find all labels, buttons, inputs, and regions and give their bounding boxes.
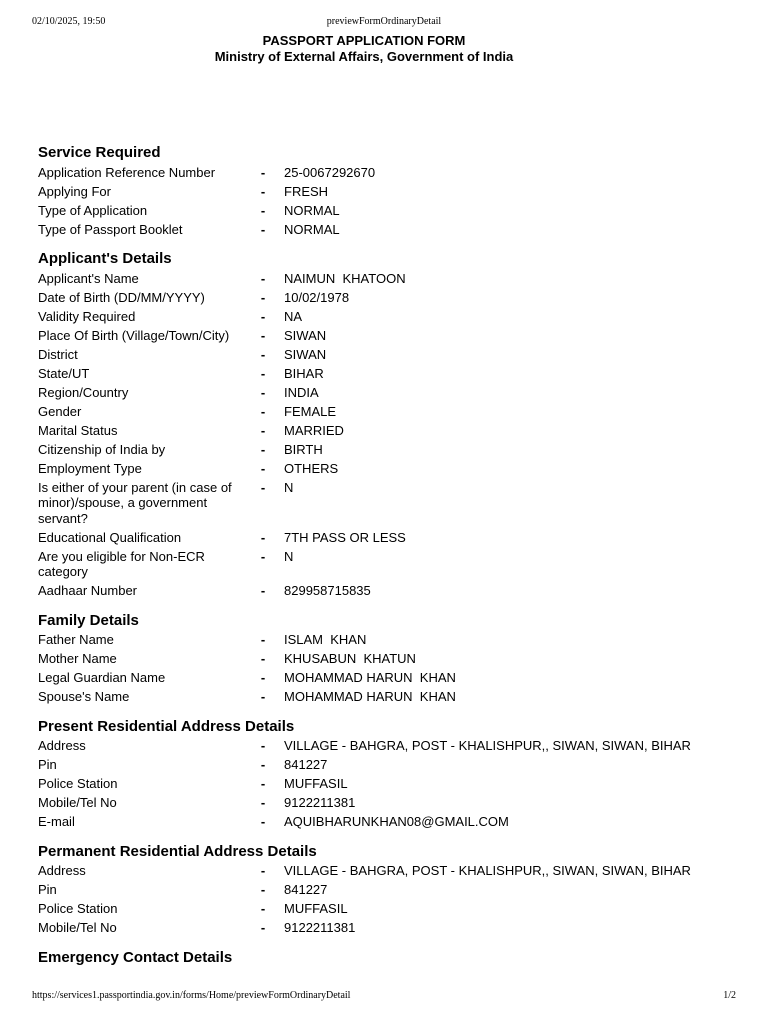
field-label: Application Reference Number <box>38 164 216 180</box>
field-row <box>38 163 738 182</box>
section-heading: Emergency Contact Details <box>38 948 233 966</box>
form-subtitle: Ministry of External Affairs, Government of India <box>214 49 514 64</box>
field-value: INDIA <box>284 384 319 400</box>
field-value: 829958715835 <box>284 583 371 598</box>
field-separator: - <box>260 814 266 829</box>
field-separator: - <box>260 346 266 362</box>
field-value: 7TH PASS OR LESS <box>284 529 406 545</box>
field-row <box>38 582 738 601</box>
field-label: Educational Qualification <box>38 529 182 545</box>
field-separator: - <box>260 882 266 897</box>
print-footer <box>32 990 736 1004</box>
field-row <box>38 775 738 794</box>
field-label: Employment Type <box>38 460 142 476</box>
field-value: MUFFASIL <box>284 901 348 916</box>
field-label: Police Station <box>38 901 118 916</box>
field-label: District <box>38 346 78 362</box>
field-value: SIWAN <box>284 346 327 362</box>
field-value: 841227 <box>284 882 328 897</box>
section-heading: Applicant's Details <box>38 250 172 267</box>
form-section <box>38 249 738 601</box>
field-separator: - <box>260 164 266 180</box>
print-header <box>32 16 736 30</box>
field-label: Mother Name <box>38 651 117 666</box>
field-label: Mobile/Tel No <box>38 920 117 935</box>
field-value: VILLAGE - BAHGRA, POST - KHALISHPUR,, SIWAN, SIWAN, BIHAR <box>284 863 691 878</box>
section-heading: Family Details <box>38 611 139 629</box>
field-label: Validity Required <box>38 308 136 324</box>
field-label: Pin <box>38 882 57 897</box>
field-separator: - <box>260 738 266 753</box>
field-row <box>38 669 738 688</box>
field-row <box>38 269 738 288</box>
field-value: OTHERS <box>284 460 339 476</box>
field-separator: - <box>260 795 266 810</box>
form-section <box>38 948 738 968</box>
field-separator: - <box>260 670 266 685</box>
field-label: Spouse's Name <box>38 689 130 704</box>
field-row <box>38 421 738 440</box>
field-label: State/UT <box>38 365 90 381</box>
field-label: Address <box>38 738 86 753</box>
field-label: Father Name <box>38 632 114 647</box>
field-row <box>38 528 738 547</box>
field-row <box>38 364 738 383</box>
field-separator: - <box>260 548 266 564</box>
field-separator: - <box>260 202 266 218</box>
field-separator: - <box>260 901 266 916</box>
field-value: NORMAL <box>284 202 340 218</box>
field-row <box>38 631 738 650</box>
field-row <box>38 919 738 938</box>
field-value: 9122211381 <box>284 795 356 810</box>
field-label: Are you eligible for Non-ECR category <box>38 548 205 579</box>
print-datetime: 02/10/2025, 19:50 <box>32 16 106 27</box>
field-value: 841227 <box>284 757 328 772</box>
section-heading: Service Required <box>38 144 161 161</box>
field-separator: - <box>260 632 266 647</box>
field-separator: - <box>260 308 266 324</box>
field-label: Marital Status <box>38 422 118 438</box>
field-value: MARRIED <box>284 422 344 438</box>
field-separator: - <box>260 403 266 419</box>
field-label: Applying For <box>38 183 111 199</box>
field-row <box>38 478 738 528</box>
field-value: NAIMUN KHATOON <box>284 270 406 286</box>
section-heading: Present Residential Address Details <box>38 717 295 735</box>
form-section <box>38 611 738 707</box>
field-row <box>38 547 738 582</box>
field-value: 10/02/1978 <box>284 289 350 305</box>
field-separator: - <box>260 422 266 438</box>
field-label: Pin <box>38 757 57 772</box>
field-value: N <box>284 479 294 495</box>
field-label: Applicant's Name <box>38 270 139 286</box>
form-details <box>38 143 738 968</box>
field-label: Gender <box>38 403 82 419</box>
field-value: ISLAM KHAN <box>284 632 367 647</box>
field-value: NORMAL <box>284 221 340 237</box>
field-separator: - <box>260 479 266 495</box>
field-row <box>38 201 738 220</box>
field-separator: - <box>260 460 266 476</box>
field-label: Police Station <box>38 776 118 791</box>
field-value: NA <box>284 308 303 324</box>
field-value: 25-0067292670 <box>284 164 376 180</box>
field-row <box>38 688 738 707</box>
field-row <box>38 881 738 900</box>
field-separator: - <box>260 289 266 305</box>
field-label: Legal Guardian Name <box>38 670 166 685</box>
field-separator: - <box>260 776 266 791</box>
field-separator: - <box>260 920 266 935</box>
field-value: FEMALE <box>284 403 337 419</box>
field-row <box>38 345 738 364</box>
field-value: MUFFASIL <box>284 776 348 791</box>
print-page-title: previewFormOrdinaryDetail <box>326 16 442 27</box>
field-value: BIRTH <box>284 441 323 457</box>
field-separator: - <box>260 689 266 704</box>
field-value: N <box>284 548 294 564</box>
form-title-block <box>0 33 728 65</box>
field-label: Place Of Birth (Village/Town/City) <box>38 327 230 343</box>
form-title: PASSPORT APPLICATION FORM <box>262 33 466 48</box>
field-row <box>38 862 738 881</box>
page-number: 1/2 <box>723 990 736 1001</box>
field-row <box>38 459 738 478</box>
print-url: https://services1.passportindia.gov.in/forms/Home/previewFormOrdinaryDetail <box>32 990 351 1001</box>
field-value: FRESH <box>284 183 329 199</box>
field-value: MOHAMMAD HARUN KHAN <box>284 689 456 704</box>
field-separator: - <box>260 221 266 237</box>
form-section <box>38 717 738 832</box>
form-section <box>38 143 738 239</box>
field-label: Type of Passport Booklet <box>38 221 183 237</box>
field-separator: - <box>260 757 266 772</box>
field-label: Aadhaar Number <box>38 583 137 598</box>
field-separator: - <box>260 384 266 400</box>
field-separator: - <box>260 270 266 286</box>
field-label: Is either of your parent (in case of minor)/spouse, a government servant? <box>38 479 232 526</box>
field-row <box>38 756 738 775</box>
field-row <box>38 440 738 459</box>
field-row <box>38 650 738 669</box>
field-separator: - <box>260 863 266 878</box>
field-value: VILLAGE - BAHGRA, POST - KHALISHPUR,, SIWAN, SIWAN, BIHAR <box>284 738 691 753</box>
field-label: E-mail <box>38 814 75 829</box>
field-row <box>38 737 738 756</box>
section-heading: Permanent Residential Address Details <box>38 842 317 860</box>
field-label: Citizenship of India by <box>38 441 166 457</box>
field-value: AQUIBHARUNKHAN08@GMAIL.COM <box>284 814 509 829</box>
field-value: KHUSABUN KHATUN <box>284 651 416 666</box>
field-separator: - <box>260 529 266 545</box>
field-separator: - <box>260 183 266 199</box>
field-label: Address <box>38 863 86 878</box>
field-row <box>38 288 738 307</box>
field-separator: - <box>260 441 266 457</box>
field-row <box>38 813 738 832</box>
field-value: BIHAR <box>284 365 324 381</box>
field-separator: - <box>260 327 266 343</box>
field-label: Date of Birth (DD/MM/YYYY) <box>38 289 205 305</box>
field-label: Type of Application <box>38 202 148 218</box>
field-row <box>38 794 738 813</box>
field-value: SIWAN <box>284 327 327 343</box>
field-row <box>38 182 738 201</box>
field-row <box>38 402 738 421</box>
field-row <box>38 326 738 345</box>
field-row <box>38 220 738 239</box>
field-label: Mobile/Tel No <box>38 795 117 810</box>
field-separator: - <box>260 365 266 381</box>
field-separator: - <box>260 651 266 666</box>
field-separator: - <box>260 583 266 598</box>
field-row <box>38 900 738 919</box>
field-row <box>38 383 738 402</box>
form-section <box>38 842 738 938</box>
field-value: 9122211381 <box>284 920 356 935</box>
field-row <box>38 307 738 326</box>
field-label: Region/Country <box>38 384 129 400</box>
field-value: MOHAMMAD HARUN KHAN <box>284 670 456 685</box>
